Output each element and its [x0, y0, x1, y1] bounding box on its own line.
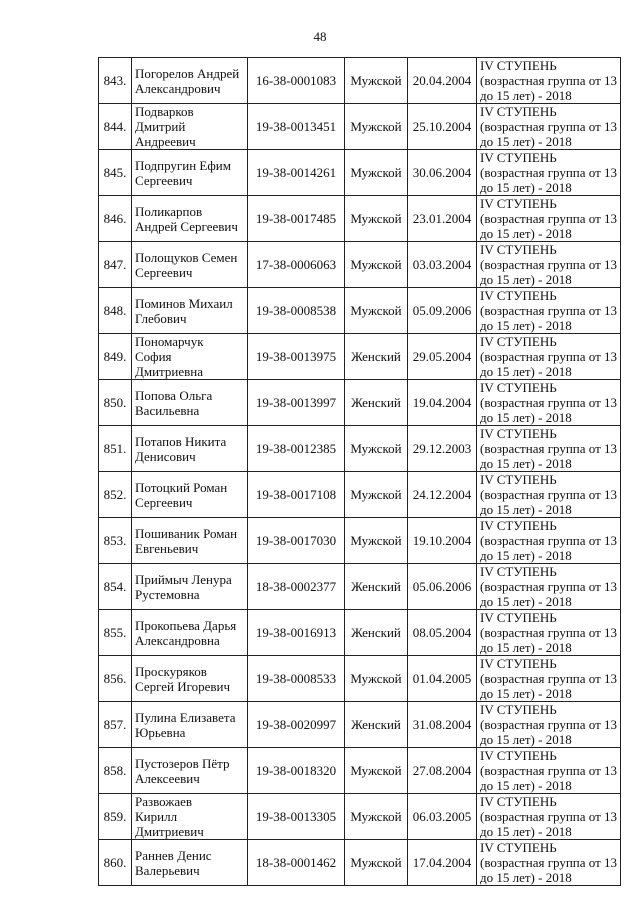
participant-id: 18-38-0002377 — [248, 564, 345, 610]
full-name-line: Пошиваник Роман — [135, 525, 238, 541]
row-number: 849. — [99, 334, 132, 380]
full-name — [132, 840, 248, 886]
page-number: 48 — [313, 29, 327, 44]
full-name — [132, 334, 248, 380]
birth-date: 06.03.2005 — [408, 794, 477, 840]
category-line: (возрастная группа от 13 — [480, 257, 618, 272]
row-number: 852. — [99, 472, 132, 518]
row-number: 851. — [99, 426, 132, 472]
category-line: до 15 лет) - 2018 — [480, 88, 572, 103]
participant-id: 18-38-0001462 — [248, 840, 345, 886]
gender: Женский — [345, 334, 408, 380]
full-name-line: Кирилл — [135, 809, 178, 824]
category-line: IV СТУПЕНЬ — [480, 518, 557, 533]
category-line: до 15 лет) - 2018 — [480, 456, 572, 471]
full-name-line: Андрей Сергеевич — [135, 218, 238, 234]
full-name-line: Андреевич — [135, 134, 196, 149]
full-name-line: Сергеевич — [135, 264, 193, 280]
row-number: 860. — [99, 840, 132, 886]
table-row — [99, 564, 621, 610]
birth-date: 19.04.2004 — [408, 380, 477, 426]
full-name-line: Денисович — [135, 448, 196, 464]
category-line: до 15 лет) - 2018 — [480, 778, 572, 793]
row-number: 844. — [99, 104, 132, 150]
gender: Мужской — [345, 58, 408, 104]
category — [477, 748, 621, 794]
full-name — [132, 288, 248, 334]
category-line: до 15 лет) - 2018 — [480, 594, 572, 609]
gender: Женский — [345, 702, 408, 748]
table-row — [99, 794, 621, 840]
full-name-line: Сергеевич — [135, 172, 193, 188]
category-line: IV СТУПЕНЬ — [480, 58, 557, 73]
category — [477, 104, 621, 150]
row-number: 854. — [99, 564, 132, 610]
birth-date: 03.03.2004 — [408, 242, 477, 288]
full-name-line: Пулина Елизавета — [135, 709, 236, 725]
category-line: (возрастная группа от 13 — [480, 119, 618, 134]
gender: Мужской — [345, 288, 408, 334]
full-name-line: Подварков — [135, 104, 194, 119]
category-line: до 15 лет) - 2018 — [480, 134, 572, 149]
category — [477, 288, 621, 334]
category-line: (возрастная группа от 13 — [480, 855, 618, 870]
category-line: IV СТУПЕНЬ — [480, 472, 557, 487]
row-number: 847. — [99, 242, 132, 288]
table-row — [99, 58, 621, 104]
participant-id: 19-38-0008533 — [248, 656, 345, 702]
category — [477, 58, 621, 104]
full-name — [132, 242, 248, 288]
gender: Мужской — [345, 150, 408, 196]
row-number: 858. — [99, 748, 132, 794]
category-line: до 15 лет) - 2018 — [480, 548, 572, 563]
table-row — [99, 426, 621, 472]
gender: Мужской — [345, 196, 408, 242]
table-row — [99, 656, 621, 702]
full-name-line: Полощуков Семен — [135, 249, 238, 265]
participant-id: 19-38-0012385 — [248, 426, 345, 472]
category-line: (возрастная группа от 13 — [480, 395, 618, 410]
full-name-line: Раннев Денис — [135, 847, 212, 863]
birth-date: 24.12.2004 — [408, 472, 477, 518]
birth-date: 23.01.2004 — [408, 196, 477, 242]
category-line: до 15 лет) - 2018 — [480, 364, 572, 379]
full-name-line: София — [135, 349, 172, 364]
full-name-line: Юрьевна — [135, 724, 186, 740]
category-line: IV СТУПЕНЬ — [480, 196, 557, 211]
birth-date: 08.05.2004 — [408, 610, 477, 656]
category — [477, 702, 621, 748]
full-name-line: Проскуряков — [135, 663, 207, 679]
table-row — [99, 196, 621, 242]
participants-table — [98, 57, 621, 886]
category-line: (возрастная группа от 13 — [480, 487, 618, 502]
full-name-line: Александровна — [135, 632, 220, 648]
gender: Женский — [345, 564, 408, 610]
category-line: до 15 лет) - 2018 — [480, 502, 572, 517]
category-line: IV СТУПЕНЬ — [480, 334, 557, 349]
participant-id: 19-38-0017030 — [248, 518, 345, 564]
gender: Мужской — [345, 840, 408, 886]
row-number: 859. — [99, 794, 132, 840]
category-line: (возрастная группа от 13 — [480, 763, 618, 778]
full-name-line: Поликарпов — [135, 203, 203, 219]
participant-id: 19-38-0013451 — [248, 104, 345, 150]
table-row — [99, 334, 621, 380]
full-name — [132, 104, 248, 150]
category-line: IV СТУПЕНЬ — [480, 748, 557, 763]
category-line: до 15 лет) - 2018 — [480, 272, 572, 287]
full-name — [132, 610, 248, 656]
participant-id: 19-38-0013997 — [248, 380, 345, 426]
gender: Мужской — [345, 104, 408, 150]
full-name-line: Поминов Михаил — [135, 295, 233, 311]
full-name-line: Потапов Никита — [135, 433, 227, 449]
full-name-line: Сергеевич — [135, 494, 193, 510]
birth-date: 17.04.2004 — [408, 840, 477, 886]
category-line: (возрастная группа от 13 — [480, 211, 618, 226]
gender: Мужской — [345, 242, 408, 288]
full-name — [132, 564, 248, 610]
full-name-line: Рустемовна — [135, 586, 200, 602]
gender: Мужской — [345, 748, 408, 794]
participant-id: 19-38-0017108 — [248, 472, 345, 518]
full-name-line: Подпругин Ефим — [135, 157, 231, 173]
category-line: IV СТУПЕНЬ — [480, 426, 557, 441]
category — [477, 150, 621, 196]
full-name — [132, 518, 248, 564]
category-line: (возрастная группа от 13 — [480, 165, 618, 180]
full-name — [132, 748, 248, 794]
full-name-line: Васильевна — [135, 402, 200, 418]
table-row — [99, 288, 621, 334]
category-line: (возрастная группа от 13 — [480, 671, 618, 686]
category-line: IV СТУПЕНЬ — [480, 564, 557, 579]
full-name-line: Пономарчук — [135, 334, 204, 349]
table-row — [99, 472, 621, 518]
category — [477, 472, 621, 518]
category-line: (возрастная группа от 13 — [480, 533, 618, 548]
full-name-line: Дмитрий — [135, 119, 186, 134]
category-line: IV СТУПЕНЬ — [480, 702, 557, 717]
participant-id: 16-38-0001083 — [248, 58, 345, 104]
full-name-line: Сергей Игоревич — [135, 678, 231, 694]
row-number: 850. — [99, 380, 132, 426]
category-line: (возрастная группа от 13 — [480, 809, 618, 824]
participant-id: 19-38-0020997 — [248, 702, 345, 748]
full-name-line: Приймыч Ленура — [135, 571, 232, 587]
full-name-line: Александрович — [135, 80, 221, 96]
category — [477, 242, 621, 288]
category-line: до 15 лет) - 2018 — [480, 226, 572, 241]
category — [477, 426, 621, 472]
row-number: 848. — [99, 288, 132, 334]
full-name — [132, 380, 248, 426]
category — [477, 610, 621, 656]
gender: Мужской — [345, 518, 408, 564]
category — [477, 564, 621, 610]
participant-id: 19-38-0014261 — [248, 150, 345, 196]
gender: Женский — [345, 380, 408, 426]
row-number: 857. — [99, 702, 132, 748]
category — [477, 334, 621, 380]
table-row — [99, 748, 621, 794]
gender: Женский — [345, 610, 408, 656]
category-line: до 15 лет) - 2018 — [480, 640, 572, 655]
category-line: до 15 лет) - 2018 — [480, 318, 572, 333]
category-line: (возрастная группа от 13 — [480, 349, 618, 364]
participant-id: 19-38-0013305 — [248, 794, 345, 840]
category-line: (возрастная группа от 13 — [480, 579, 618, 594]
participant-id: 19-38-0017485 — [248, 196, 345, 242]
category-line: до 15 лет) - 2018 — [480, 410, 572, 425]
table-row — [99, 840, 621, 886]
gender: Мужской — [345, 426, 408, 472]
full-name — [132, 426, 248, 472]
row-number: 856. — [99, 656, 132, 702]
gender: Мужской — [345, 794, 408, 840]
gender: Мужской — [345, 656, 408, 702]
full-name-line: Алексеевич — [135, 770, 200, 786]
table-row — [99, 150, 621, 196]
category-line: до 15 лет) - 2018 — [480, 870, 572, 885]
category-line: до 15 лет) - 2018 — [480, 824, 572, 839]
full-name-line: Валерьевич — [135, 862, 200, 878]
table-row — [99, 104, 621, 150]
full-name-line: Пустозеров Пётр — [135, 755, 230, 771]
category-line: IV СТУПЕНЬ — [480, 380, 557, 395]
category-line: до 15 лет) - 2018 — [480, 180, 572, 195]
birth-date: 25.10.2004 — [408, 104, 477, 150]
table-row — [99, 702, 621, 748]
full-name-line: Прокопьева Дарья — [135, 617, 237, 633]
category-line: до 15 лет) - 2018 — [480, 732, 572, 747]
participant-id: 19-38-0016913 — [248, 610, 345, 656]
full-name-line: Дмитриевна — [135, 364, 203, 379]
row-number: 843. — [99, 58, 132, 104]
full-name-line: Евгеньевич — [135, 540, 199, 556]
category-line: IV СТУПЕНЬ — [480, 656, 557, 671]
category-line: IV СТУПЕНЬ — [480, 150, 557, 165]
category-line: (возрастная группа от 13 — [480, 717, 618, 732]
category — [477, 380, 621, 426]
full-name — [132, 472, 248, 518]
row-number: 846. — [99, 196, 132, 242]
row-number: 855. — [99, 610, 132, 656]
birth-date: 29.05.2004 — [408, 334, 477, 380]
birth-date: 20.04.2004 — [408, 58, 477, 104]
category-line: IV СТУПЕНЬ — [480, 840, 557, 855]
full-name — [132, 196, 248, 242]
participant-id: 19-38-0018320 — [248, 748, 345, 794]
full-name-line: Развожаев — [135, 794, 193, 809]
category-line: (возрастная группа от 13 — [480, 303, 618, 318]
category — [477, 196, 621, 242]
participant-id: 19-38-0013975 — [248, 334, 345, 380]
category-line: IV СТУПЕНЬ — [480, 104, 557, 119]
full-name — [132, 58, 248, 104]
row-number: 845. — [99, 150, 132, 196]
gender: Мужской — [345, 472, 408, 518]
birth-date: 05.06.2006 — [408, 564, 477, 610]
table-row — [99, 518, 621, 564]
category-line: IV СТУПЕНЬ — [480, 288, 557, 303]
category — [477, 840, 621, 886]
category — [477, 656, 621, 702]
full-name-line: Попова Ольга — [135, 387, 213, 403]
full-name — [132, 702, 248, 748]
table-row — [99, 242, 621, 288]
category-line: (возрастная группа от 13 — [480, 625, 618, 640]
full-name-line: Глебович — [135, 310, 187, 326]
category — [477, 794, 621, 840]
full-name — [132, 150, 248, 196]
full-name-line: Потоцкий Роман — [135, 479, 228, 495]
participant-id: 19-38-0008538 — [248, 288, 345, 334]
birth-date: 01.04.2005 — [408, 656, 477, 702]
full-name — [132, 656, 248, 702]
birth-date: 30.06.2004 — [408, 150, 477, 196]
category-line: до 15 лет) - 2018 — [480, 686, 572, 701]
category-line: (возрастная группа от 13 — [480, 441, 618, 456]
category-line: IV СТУПЕНЬ — [480, 794, 557, 809]
table-row — [99, 610, 621, 656]
full-name-line: Дмитриевич — [135, 824, 204, 839]
category-line: (возрастная группа от 13 — [480, 73, 618, 88]
category-line: IV СТУПЕНЬ — [480, 242, 557, 257]
category — [477, 518, 621, 564]
birth-date: 27.08.2004 — [408, 748, 477, 794]
birth-date: 29.12.2003 — [408, 426, 477, 472]
category-line: IV СТУПЕНЬ — [480, 610, 557, 625]
full-name — [132, 794, 248, 840]
birth-date: 05.09.2006 — [408, 288, 477, 334]
participant-id: 17-38-0006063 — [248, 242, 345, 288]
row-number: 853. — [99, 518, 132, 564]
table-row — [99, 380, 621, 426]
full-name-line: Погорелов Андрей — [135, 65, 240, 81]
table-body — [99, 58, 621, 886]
birth-date: 19.10.2004 — [408, 518, 477, 564]
birth-date: 31.08.2004 — [408, 702, 477, 748]
